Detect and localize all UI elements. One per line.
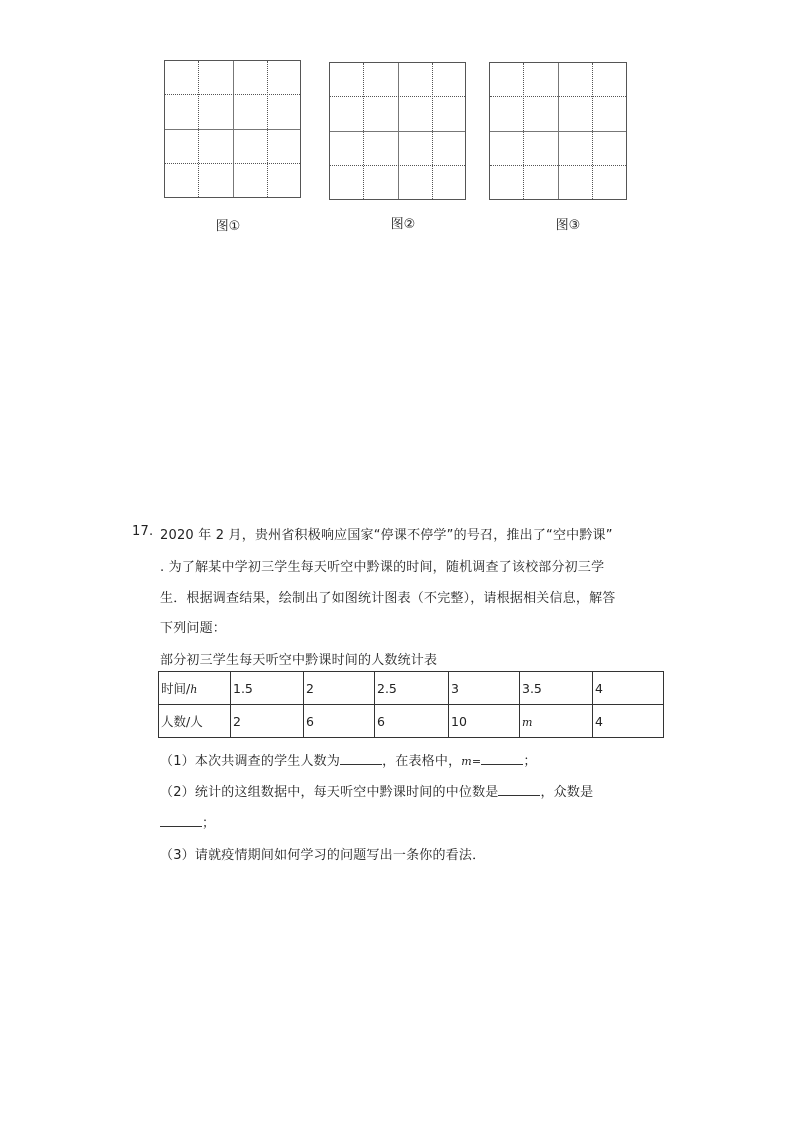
table-cell: m (520, 705, 593, 738)
question-text-line-2: . 为了解某中学初三学生每天听空中黔课的时间，随机调查了该校部分初三学 (160, 560, 605, 575)
answer-blank[interactable] (481, 753, 523, 765)
table-title: 部分初三学生每天听空中黔课时间的人数统计表 (160, 653, 438, 668)
table-cell: 4 (593, 705, 664, 738)
question-text-line-4: 下列问题： (160, 621, 227, 636)
grid-figure-1 (164, 60, 301, 198)
answer-blank[interactable] (340, 753, 382, 765)
grid-figure-3 (489, 62, 627, 200)
sub-question-3: （3）请就疫情期间如何学习的问题写出一条你的看法． (160, 848, 486, 863)
table-cell: 3 (449, 672, 520, 705)
question-text-line-3: 生．根据调查结果，绘制出了如图统计图表（不完整），请根据相关信息，解答 (160, 591, 616, 606)
table-header-count: 人数/人 (159, 705, 231, 738)
question-number: 17. (132, 524, 154, 539)
sub-question-2-continued: ； (160, 812, 215, 831)
table-cell: 6 (375, 705, 449, 738)
table-row-time (159, 672, 664, 705)
table-cell: 1.5 (231, 672, 304, 705)
sub-question-2: （2）统计的这组数据中，每天听空中黔课时间的中位数是 ，众数是 (160, 785, 594, 800)
table-cell: 6 (304, 705, 375, 738)
answer-blank[interactable] (498, 784, 540, 796)
table-cell: 4 (593, 672, 664, 705)
grid-figure-2 (329, 62, 466, 200)
table-header-time: 时间/h (159, 672, 231, 705)
table-row-count (159, 705, 664, 738)
sub-question-1: （1）本次共调查的学生人数为 ，在表格中，m= ； (160, 754, 537, 769)
figure-3-caption: 图③ (555, 218, 581, 233)
figure-1-caption: 图① (215, 219, 241, 234)
question-text-line-1: 2020 年 2 月，贵州省积极响应国家“停课不停学”的号召，推出了“空中黔课” (160, 528, 613, 543)
table-cell: 2 (231, 705, 304, 738)
table-cell: 2.5 (375, 672, 449, 705)
table-cell: 10 (449, 705, 520, 738)
statistics-table (158, 671, 664, 738)
figure-2-caption: 图② (390, 217, 416, 232)
table-cell: 2 (304, 672, 375, 705)
answer-blank[interactable] (160, 815, 202, 827)
table-cell: 3.5 (520, 672, 593, 705)
